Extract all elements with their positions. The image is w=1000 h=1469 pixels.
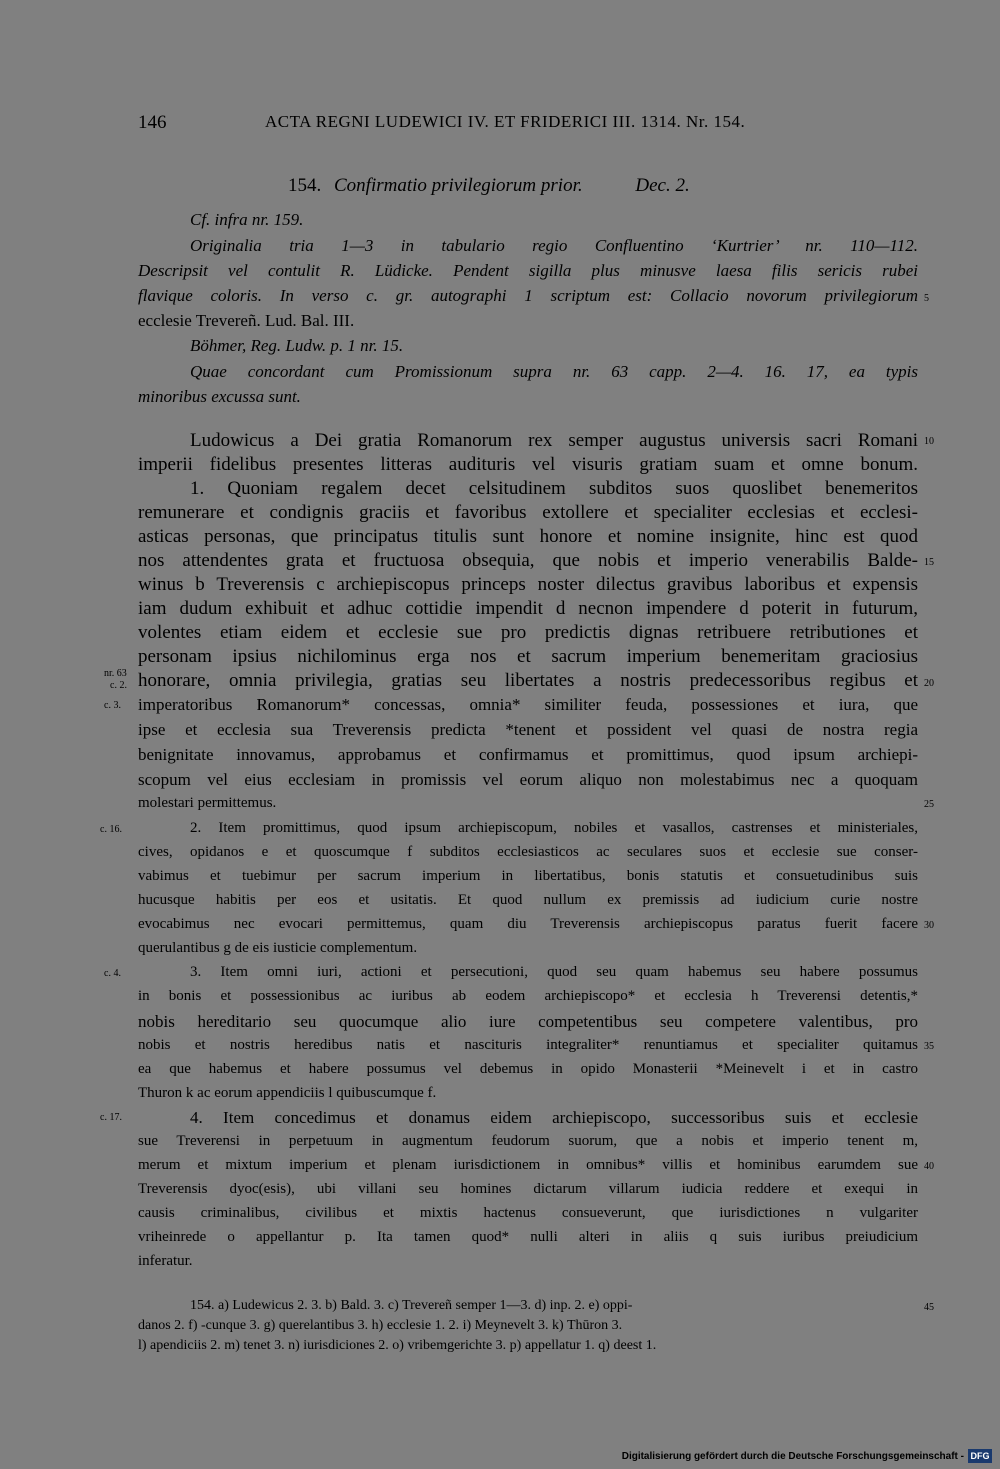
doc-number: 154. — [288, 175, 322, 196]
body-line: 3. Item omni iuri, actioni et persecutioni, quod seu quam habemus seu habere possumus — [190, 964, 918, 980]
body-line: 2. Item promittimus, quod ipsum archiepiscopum, nobiles et vasallos, castrenses et ministeriales, — [190, 820, 918, 836]
body-line: remunerare et condignis graciis et favoribus extollere et specialiter ecclesias et ecclesi- — [138, 502, 918, 523]
body-line: vriheinrede o appellantur p. Ita tamen quod* nulli alteri in aliis q suis iuribus preiudicium — [138, 1229, 918, 1245]
body-line: hucusque habitis per eos et usitatis. Et quod nullum ex premissis ad iudicium curie nostre — [138, 892, 918, 908]
body-line: Thuron k ac eorum appendiciis l quibuscumque f. — [138, 1085, 437, 1101]
margin-note: c. 4. — [104, 968, 121, 979]
intro-line: Descripsit vel contulit R. Lüdicke. Pendent sigilla plus minusve laesa filis sericis rubei — [138, 261, 918, 280]
footnote-line: l) apendiciis 2. m) tenet 3. n) iurisdiciones 2. o) vribemgerichte 3. p) appellatur 1. q) deest 1. — [138, 1338, 657, 1353]
line-number: 5 — [924, 293, 929, 304]
body-line: cives, opidanos e et quoscumque f subditos ecclesiasticos ac seculares suos et ecclesie sue conser- — [138, 844, 918, 860]
line-number: 45 — [924, 1302, 934, 1313]
line-number: 25 — [924, 799, 934, 810]
body-line: scopum vel eius ecclesiam in promissis vel eorum aliquo non molestabimus nec a quoquam — [138, 770, 918, 789]
body-line: benignitate innovamus, approbamus et confirmamus et promittimus, quod ipsum archiepi- — [138, 745, 918, 764]
running-title: ACTA REGNI LUDEWICI IV. ET FRIDERICI III. 1314. Nr. 154. — [265, 112, 746, 131]
margin-note: c. 17. — [100, 1112, 122, 1123]
line-number: 35 — [924, 1041, 934, 1052]
dfg-credit: Digitalisierung gefördert durch die Deutsche Forschungsgemeinschaft - — [621, 1451, 964, 1462]
body-line: Treverensis dyoc(esis), ubi villani seu homines dictarum villarum iudicia reddere et exequi in — [138, 1181, 918, 1197]
doc-title-text: Confirmatio privilegiorum prior. — [334, 175, 583, 196]
doc-title — [288, 175, 690, 197]
body-line: querulantibus g de eis iusticie complementum. — [138, 940, 418, 956]
body-line: inferatur. — [138, 1253, 193, 1269]
body-line: ipse et ecclesia sua Treverensis predicta *tenent et possident vel quasi de nostra regia — [138, 720, 918, 739]
body-line: honorare, omnia privilegia, gratias seu libertates a nostris predecessoribus regibus et — [138, 670, 918, 691]
body-line: nobis hereditario seu quocumque alio iure competentibus seu competere valentibus, pro — [138, 1012, 918, 1031]
footnote-line: 154. a) Ludewicus 2. 3. b) Bald. 3. c) Trevereñ semper 1—3. d) inp. 2. e) oppi- — [190, 1298, 633, 1313]
intro-line: Originalia tria 1—3 in tabulario regio Confluentino ‘Kurtrier’ nr. 110—112. — [190, 236, 918, 255]
body-line: merum et mixtum imperium et plenam iurisdictionem in omnibus* villis et hominibus earumdem sue — [138, 1157, 918, 1173]
body-line: nobis et nostris heredibus natis et nascituris integraliter* renuntiamus et specialiter quitamus — [138, 1037, 918, 1053]
intro-line: minoribus excussa sunt. — [138, 387, 301, 406]
body-line: Ludowicus a Dei gratia Romanorum rex semper augustus universis sacri Romani — [190, 430, 918, 451]
body-line: ea que habemus et habere possumus vel debemus in opido Monasterii *Meinevelt i et in castro — [138, 1061, 918, 1077]
margin-note: c. 2. — [110, 680, 127, 691]
intro-line: Cf. infra nr. 159. — [190, 210, 304, 229]
doc-date: Dec. 2. — [635, 175, 690, 196]
body-line: sue Treverensi in perpetuum in augmentum feudorum suorum, que a nobis et imperio tenent m, — [138, 1133, 918, 1149]
body-line: 4. Item concedimus et donamus eidem archiepiscopo, successoribus suis et ecclesie — [190, 1108, 918, 1127]
body-line: asticas personas, que principatus titulis sunt honore et nomine insignite, hinc est quod — [138, 526, 918, 547]
footnote-line: danos 2. f) -cunque 3. g) querelantibus 3. h) ecclesie 1. 2. i) Meynevelt 3. k) Thūron 3. — [138, 1318, 623, 1333]
body-line: molestari permittemus. — [138, 795, 277, 811]
margin-note: c. 3. — [104, 700, 121, 711]
line-number: 20 — [924, 678, 934, 689]
intro-line: Quae concordant cum Promissionum supra nr. 63 capp. 2—4. 16. 17, ea typis — [190, 362, 918, 381]
body-line: vabimus et tuebimur per sacrum imperium in libertatibus, bonis statutis et consuetudinibus suis — [138, 868, 918, 884]
body-line: personam ipsius nichilominus erga nos et sacrum imperium benemeritam graciosius — [138, 646, 918, 667]
intro-line: ecclesie Trevereñ. Lud. Bal. III. — [138, 311, 355, 330]
margin-note: c. 16. — [100, 824, 122, 835]
body-line: nos attendentes grata et fructuosa obsequia, que nobis et imperio venerabilis Balde- — [138, 550, 918, 571]
dfg-logo: DFG — [968, 1449, 992, 1463]
body-line: evocabimus nec evocari permittemus, quam diu Treverensis archiepiscopus paratus fuerit facere — [138, 916, 918, 932]
line-number: 10 — [924, 436, 934, 447]
intro-line: flavique coloris. In verso c. gr. autographi 1 scriptum est: Collacio novorum privilegiorum — [138, 286, 918, 305]
margin-note: nr. 63 — [104, 668, 127, 679]
line-number: 30 — [924, 920, 934, 931]
body-line: volentes etiam eidem et ecclesie sue pro predictis dignas retribuere retributiones et — [138, 622, 918, 643]
page-number: 146 — [138, 112, 167, 133]
line-number: 40 — [924, 1161, 934, 1172]
intro-line: Böhmer, Reg. Ludw. p. 1 nr. 15. — [190, 336, 404, 355]
body-line: iam dudum exhibuit et adhuc cottidie impendit d necnon impendere d poterit in futurum, — [138, 598, 918, 619]
body-line: winus b Treverensis c archiepiscopus princeps noster dilectus gravibus laboribus et expensis — [138, 574, 918, 595]
body-line: imperatoribus Romanorum* concessas, omnia* similiter feuda, possessiones et iura, que — [138, 695, 918, 714]
body-line: causis criminalibus, civilibus et mixtis hactenus consueverunt, que iurisdictiones n vulgariter — [138, 1205, 918, 1221]
body-line: 1. Quoniam regalem decet celsitudinem subditos suos quoslibet benemeritos — [190, 478, 918, 499]
line-number: 15 — [924, 557, 934, 568]
body-line: in bonis et possessionibus ac iuribus ab eodem archiepiscopo* et ecclesia h Treverensi detentis,* — [138, 988, 918, 1004]
body-line: imperii fidelibus presentes litteras audituris vel visuris gratiam suam et omne bonum. — [138, 454, 918, 475]
